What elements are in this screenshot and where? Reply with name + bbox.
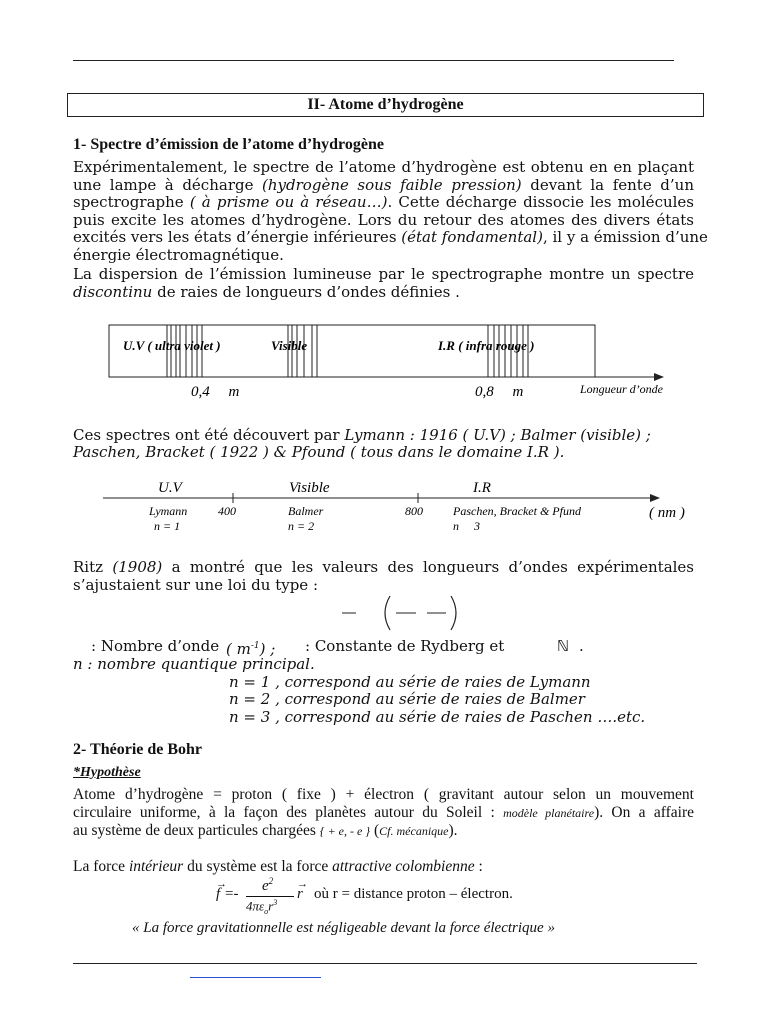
p2-line-1: La dispersion de l’émission lumineuse par le spectrographe montre un spectre (73, 265, 694, 283)
p1-line-4: puis excite les atomes d’hydrogène. Lors du retour des atomes des divers états (73, 210, 694, 229)
bottom-rule (73, 963, 697, 964)
tick-08-label: 0,8 m (475, 384, 524, 400)
p1-line-1: Expérimentalement, le spectre de l’atome d’hydrogène est obtenu en en plaçant (73, 158, 694, 176)
paragraph-1 (73, 158, 708, 265)
legend-period: . (579, 637, 584, 655)
bohr-paragraph (73, 786, 694, 840)
p1-line-2: une lampe à décharge (hydrogène sous faible pression) devant la fente d’un (73, 175, 694, 194)
scale-arrowhead (650, 494, 660, 502)
top-rule (73, 60, 674, 61)
tick-400-label: 400 (218, 504, 236, 518)
paragraph-ritz (73, 559, 694, 594)
legend-unit: ( $m^{-1}$) ; (226, 640, 276, 658)
tick-04-label: 0,4 m (191, 384, 240, 400)
bohr-line-1: Atome d’hydrogène = proton ( fixe ) + électron ( gravitant autour selon un mouvement (73, 786, 694, 803)
wavelength-scale (0, 472, 768, 542)
scale-ir: I.R (473, 480, 491, 496)
footer-link[interactable] (190, 977, 321, 978)
ritz-line-1: Ritz (1908) a montré que les valeurs des longueurs d’ondes expérimentales (73, 558, 695, 576)
scale-visible: Visible (289, 480, 330, 496)
uv-label: U.V ( ultra violet ) (123, 338, 221, 353)
ir-label: I.R ( infra rouge ) (438, 338, 535, 353)
spectrum-diagram (0, 315, 768, 415)
visible-label: Visible (271, 338, 308, 353)
equals-minus: =- (225, 886, 239, 902)
legend-rydberg: : Constante de Rydberg et (305, 637, 505, 655)
p1-line-6: énergie électromagnétique. (73, 245, 284, 264)
gravitation-quote: « La force gravitationnelle est négligeable devant la force électrique » (132, 920, 555, 936)
ritz-line-2: s’ajustaient sur une loi du type : (73, 575, 319, 594)
p3-line-1: Ces spectres ont été découvert par Lymann : 1916 ( U.V) ; Balmer (visible) ; (73, 426, 651, 444)
n-item-1: n = 1 , correspond au série de raies de Lymann (229, 673, 591, 691)
tick-800-label: 800 (405, 504, 423, 518)
balmer-label: Balmer (288, 504, 324, 518)
n-definition: n : nombre quantique principal. (73, 655, 315, 673)
p1-line-5: excités vers les états d’énergie inférieures (état fondamental), il y a émission d’une (73, 228, 708, 247)
axis-arrowhead (654, 373, 664, 381)
formula-tail: où r = distance proton – électron. (314, 886, 513, 902)
scale-uv: U.V (158, 480, 182, 496)
n-item-2: n = 2 , correspond au série de raies de Balmer (229, 690, 585, 708)
force-line: La force intérieur du système est la force attractive colombienne : (73, 858, 483, 875)
fraction-bar (246, 896, 294, 897)
section-1-heading: 1- Spectre d’émission de l’atome d’hydrogène (73, 136, 384, 153)
paschen-label: Paschen, Bracket & Pfund (453, 504, 581, 518)
force-vector: → f (216, 878, 227, 902)
fraction-numerator: $e^2$ (262, 876, 274, 894)
p3-line-2: Paschen, Bracket ( 1922 ) & Pfound ( tous dans le domaine I.R ). (73, 443, 565, 461)
paschen-n: n 3 (453, 519, 480, 533)
scale-unit: ( nm ) (649, 505, 685, 521)
bohr-line-2: circulaire uniforme, à la façon des planètes autour du Soleil : modèle planétaire). On a affaire (73, 804, 694, 821)
axis-label: Longueur d’onde (580, 382, 663, 396)
legend-wavenumber: : Nombre d’onde (91, 637, 220, 655)
balmer-n: n = 2 (288, 519, 315, 533)
paragraph-2 (73, 266, 694, 301)
page-title: II- Atome d’hydrogène (67, 93, 704, 117)
natural-numbers-symbol: ℕ (557, 637, 570, 655)
r-vector: → r (297, 878, 308, 902)
coulomb-formula (214, 878, 574, 918)
p2-line-2: discontinu de raies de longueurs d’ondes définies . (73, 282, 460, 301)
fraction-denominator: $4\pi\varepsilon_or^3$ (246, 898, 278, 916)
hypothesis-label: *Hypothèse (73, 765, 141, 780)
n-item-3: n = 3 , correspond au série de raies de Paschen ….etc. (229, 708, 646, 726)
section-2-heading: 2- Théorie de Bohr (73, 741, 203, 758)
lymann-n: n = 1 (154, 519, 181, 533)
lymann-label: Lymann (149, 504, 188, 518)
ritz-formula (330, 592, 460, 634)
bohr-line-3: au système de deux particules chargées { + e, - e } (Cf. mécanique). (73, 822, 458, 839)
p1-line-3: spectrographe ( à prisme ou à réseau…). Cette décharge dissocie les molécules (73, 193, 694, 212)
